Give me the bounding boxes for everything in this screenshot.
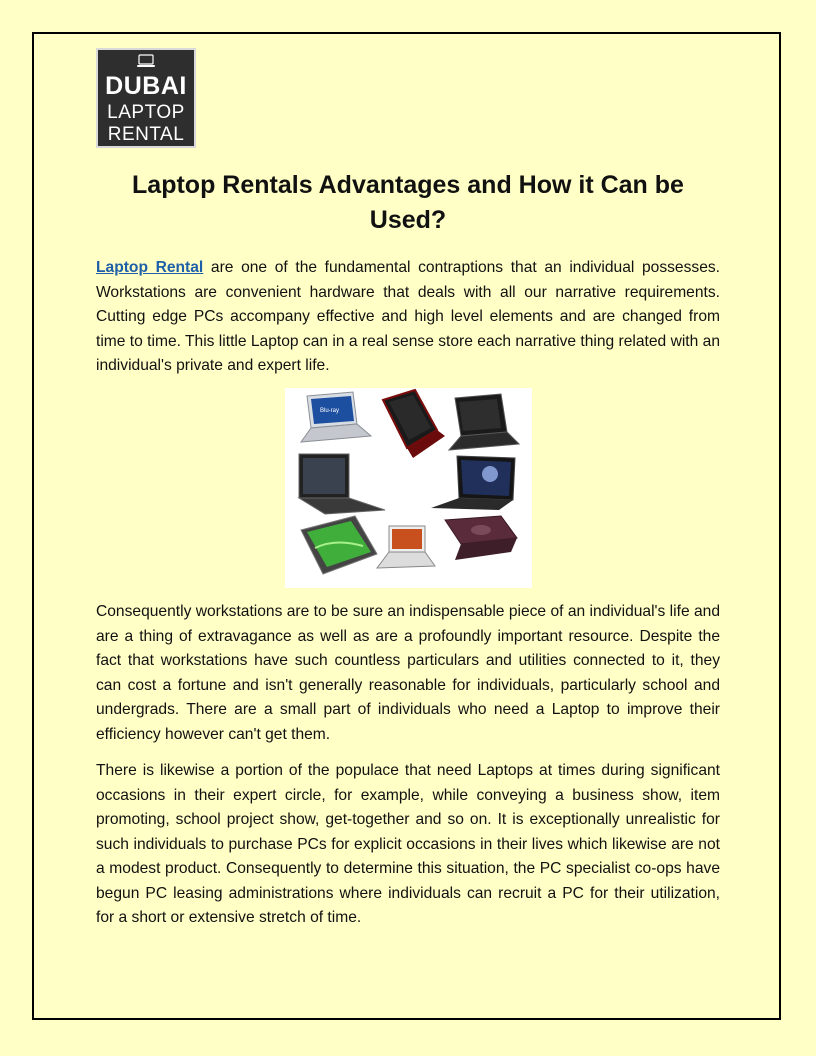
laptop-blue-screen-image	[431, 456, 515, 510]
laptop-white-netbook-image	[377, 526, 435, 568]
laptop-dark-business-image	[299, 454, 385, 514]
dubai-laptop-rental-logo	[96, 48, 196, 148]
laptop-black-alien-image	[449, 394, 519, 450]
paragraph-1-text: are one of the fundamental contraptions that an individual possesses. Workstations are convenient hardware that deals with all our narrative requirements. Cutting edge PCs accompany effective and high level elements and are changed from time to time. This little Laptop can in a real sense store each narrative thing related with an individual's private and expert life.	[96, 259, 720, 374]
laptop-red-image	[383, 390, 445, 458]
paragraph-3: There is likewise a portion of the populace that need Laptops at times during significant occasions in their expert circle, for example, while conveying a business show, item promoting, school project show, get-together and so on. It is exceptionally unrealistic for such individuals to purchase PCs for explicit occasions in their lives which likewise are not a modest product. Consequently to determine this situation, the PC specialist co-ops have begun PC leasing administrations where individuals can recruit a PC for their utilization, for a short or extensive stretch of time.	[96, 762, 720, 926]
logo-line-dubai: DUBAI	[105, 72, 187, 100]
paragraph-1	[96, 256, 720, 379]
svg-text:Blu-ray: Blu-ray	[320, 408, 340, 414]
logo-line-rental: RENTAL	[107, 124, 185, 145]
laptop-green-tablet-image	[301, 516, 377, 574]
laptop-icon	[136, 54, 156, 68]
article-title: Laptop Rentals Advantages and How it Can be Used?	[132, 171, 684, 234]
paragraph-2: Consequently workstations are to be sure an indispensable piece of an individual's life and are a thing of extravagance as well as are a profoundly important resource. Despite the fact that workstations have such countless particulars and utilities connected to it, they can cost a fortune and isn't generally reasonable for individuals, particularly school and undergrads. There are a small part of individuals who need a Laptop to improve their efficiency however can't get them.	[96, 603, 720, 743]
laptops-collage-image	[285, 388, 532, 588]
logo-line-laptop: LAPTOP	[107, 102, 185, 123]
laptop-silver-image	[301, 392, 371, 442]
laptop-rental-link[interactable]: Laptop Rental	[96, 259, 204, 276]
laptop-maroon-image	[445, 516, 517, 560]
